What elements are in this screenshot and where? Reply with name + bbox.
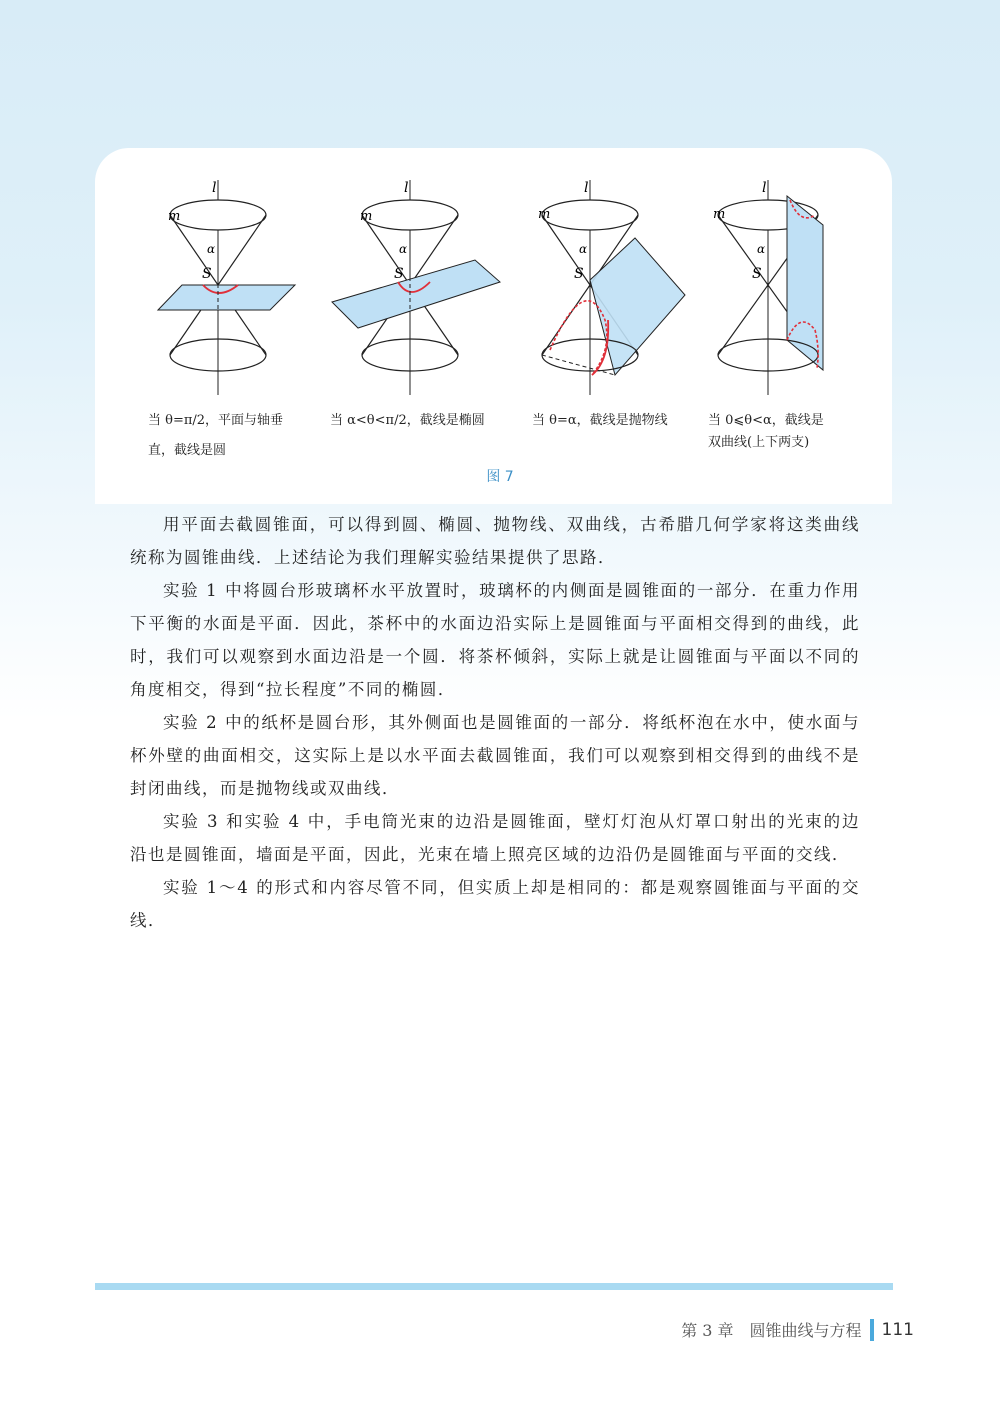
axis-label: l (584, 180, 589, 196)
page-number: 111 (881, 1319, 914, 1340)
axis-label: l (212, 180, 217, 196)
figure-hyperbola (705, 170, 875, 400)
generatrix-label: m (713, 207, 726, 222)
caption-ellipse (330, 410, 485, 432)
vertex-label: S (574, 266, 584, 282)
page-footer (681, 1318, 914, 1341)
caption-line: 当 θ=π/2，平面与轴垂 (148, 413, 284, 428)
caption-line: 双曲线(上下两支) (708, 435, 810, 450)
paragraph: 用平面去截圆锥面，可以得到圆、椭圆、抛物线、双曲线，古希腊几何学家将这类曲线统称为圆锥曲线．上述结论为我们理解实验结果提供了思路． (130, 515, 860, 567)
angle-label: α (207, 242, 216, 256)
angle-label: α (579, 242, 588, 256)
caption-line: 当 α<θ<π/2，截线是椭圆 (330, 413, 485, 428)
figure-circle (140, 170, 310, 400)
paragraph: 实验 3 和实验 4 中，手电筒光束的边沿是圆锥面，壁灯灯泡从灯罩口射出的光束的边沿也是圆锥面，墙面是平面，因此，光束在墙上照亮区域的边沿仍是圆锥面与平面的交线． (130, 812, 860, 864)
caption-hyperbola (708, 410, 824, 454)
caption-parabola (532, 410, 668, 432)
chapter-title: 第 3 章 圆锥曲线与方程 (681, 1321, 862, 1340)
caption-line: 当 θ=α，截线是抛物线 (532, 413, 668, 428)
vertex-label: S (202, 266, 212, 282)
axis-label: l (762, 180, 767, 196)
caption-line: 当 0⩽θ<α，截线是 (708, 413, 824, 428)
footer-divider (870, 1319, 874, 1341)
generatrix-label: m (360, 209, 373, 224)
figure-parabola (530, 170, 700, 400)
paragraph: 实验 1 中将圆台形玻璃杯水平放置时，玻璃杯的内侧面是圆锥面的一部分．在重力作用下平衡的水面是平面．因此，茶杯中的水面边沿实际上是圆锥面与平面相交得到的曲线，此时，我们可以观察到水面边沿是一个圆．将茶杯倾斜，实际上就是让圆锥面与平面以不同的角度相交，得到“拉长程度”不同的椭圆． (130, 581, 860, 699)
figure-ellipse (330, 170, 510, 400)
figure-label: 图 7 (486, 469, 514, 485)
angle-label: α (757, 242, 766, 256)
body-text (130, 508, 860, 937)
axis-label: l (404, 180, 409, 196)
generatrix-label: m (538, 207, 551, 222)
generatrix-label: m (168, 209, 181, 224)
vertex-label: S (394, 266, 404, 282)
caption-line: 直，截线是圆 (148, 443, 227, 458)
caption-circle (148, 410, 283, 462)
footer-bar (95, 1283, 893, 1290)
angle-label: α (399, 242, 408, 256)
paragraph: 实验 2 中的纸杯是圆台形，其外侧面也是圆锥面的一部分．将纸杯泡在水中，使水面与杯外壁的曲面相交，这实际上是以水平面去截圆锥面，我们可以观察到相交得到的曲线不是封闭曲线，而是抛物线或双曲线． (130, 713, 860, 798)
vertex-label: S (752, 266, 762, 282)
paragraph: 实验 1～4 的形式和内容尽管不同，但实质上却是相同的：都是观察圆锥面与平面的交线． (130, 878, 860, 930)
